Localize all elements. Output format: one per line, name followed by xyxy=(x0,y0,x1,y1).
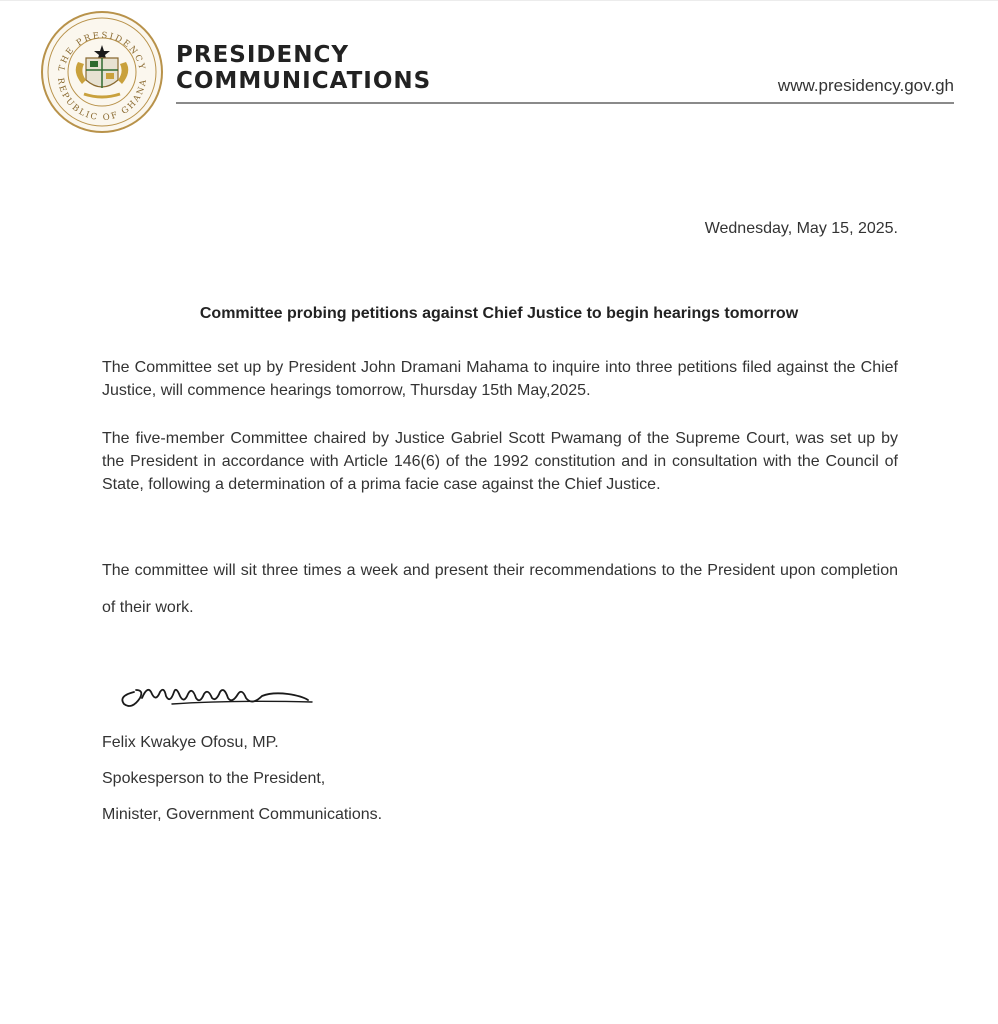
org-name-line-1: PRESIDENCY xyxy=(176,42,349,68)
paragraph-3: The committee will sit three times a week and present their recommendations to the President upon completion of their work. xyxy=(102,562,898,616)
paragraph-2: The five-member Committee chaired by Justice Gabriel Scott Pwamang of the Supreme Court, was set up by the President in accordance with Article 146(6) of the 1992 constitution and in consultation with the Council of State, following a determination of a prima facie case against the Chief Justice. xyxy=(102,430,898,493)
headline: Committee probing petitions against Chief Justice to begin hearings tomorrow xyxy=(199,305,799,322)
org-name xyxy=(176,42,431,94)
website-link[interactable]: www.presidency.gov.gh xyxy=(777,76,954,95)
top-border xyxy=(0,0,998,1)
signatory-title-2: Minister, Government Communications. xyxy=(102,806,383,823)
document-date: Wednesday, May 15, 2025. xyxy=(704,220,898,237)
svg-text:REPUBLIC OF GHANA: REPUBLIC OF GHANA xyxy=(54,77,150,124)
paragraph-1: The Committee set up by President John Dramani Mahama to inquire into three petitions filed against the Chief Justice, will commence hearings tomorrow, Thursday 15th May,2025. xyxy=(102,359,898,399)
signatory-name: Felix Kwakye Ofosu, MP. xyxy=(102,734,279,751)
org-name-line-2: COMMUNICATIONS xyxy=(176,68,432,94)
signatory-title-1: Spokesperson to the President, xyxy=(102,770,326,787)
presidency-seal-icon xyxy=(40,10,164,134)
signature-icon xyxy=(112,664,322,724)
header-rule xyxy=(176,102,954,104)
svg-text:THE PRESIDENCY: THE PRESIDENCY xyxy=(57,30,147,73)
